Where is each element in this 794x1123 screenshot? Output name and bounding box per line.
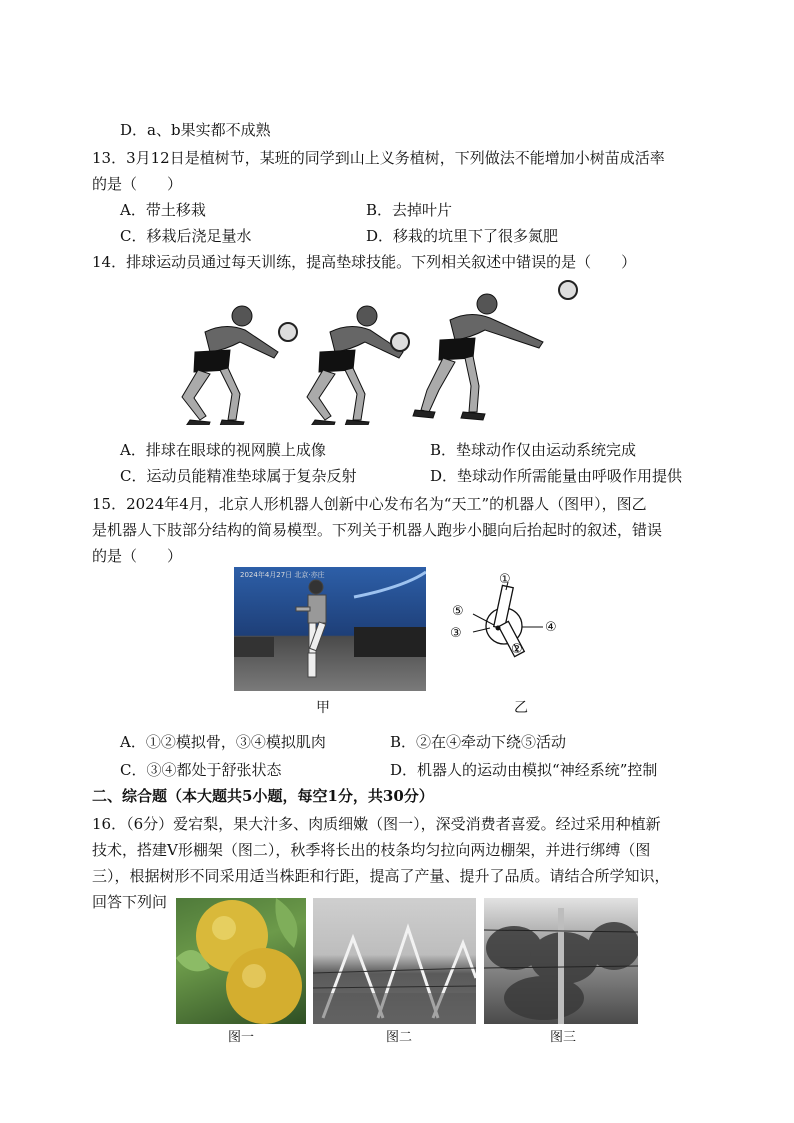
section-2-title: 二、综合题（本大题共5小题，每空1分，共30分） [92,787,434,805]
ball-1 [279,323,297,341]
label-2: ② [511,642,523,657]
fig-yi-label: 乙 [514,700,528,716]
q14-option-d: D．垫球动作所需能量由呼吸作用提供 [430,467,683,485]
robot-photo-caption: 2024年4月27日 北京·亦庄 [240,571,325,579]
q15-stem-line1: 15．2024年4月，北京人形机器人创新中心发布名为“天工”的机器人（图甲），图乙 [92,495,647,513]
q15-option-c: C．③④都处于舒张状态 [120,761,282,779]
volleyball-figure [160,280,590,425]
q12-option-d: D．a、b果实都不成熟 [120,121,271,139]
label-1: ① [499,572,511,587]
q15-option-b: B．②在④牵动下绕⑤活动 [390,733,567,751]
q13-option-d: D．移栽的坑里下了很多氮肥 [366,227,559,245]
player-3 [413,294,543,420]
q15-stem-line2: 是机器人下肢部分结构的简易模型。下列关于机器人跑步小腿向后抬起时的叙述，错误 [92,521,663,539]
fig-2-label: 图二 [386,1030,413,1045]
q13-option-b: B．去掉叶片 [366,201,453,219]
q14-stem: 14．排球运动员通过每天训练，提高垫球技能。下列相关叙述中错误的是（ ） [92,253,637,271]
q14-option-c: C．运动员能精准垫球属于复杂反射 [120,467,357,485]
q14-option-b: B．垫球动作仅由运动系统完成 [430,441,637,459]
label-3: ③ [450,626,462,641]
q13-stem-line2: 的是（ ） [92,175,183,193]
v-trellis-photo [313,898,476,1024]
robot-photo [234,567,426,691]
q13-option-a: A．带土移栽 [120,201,206,219]
q15-option-d: D．机器人的运动由模拟“神经系统”控制 [390,761,658,779]
robot-figure [296,580,326,677]
q15-stem-line3: 的是（ ） [92,547,183,565]
fig-1-label: 图一 [228,1030,255,1045]
q14-option-a: A．排球在眼球的视网膜上成像 [120,441,326,459]
upper-bar [494,585,513,628]
pear-photo [176,898,306,1024]
q15-option-a: A．①②模拟骨，③④模拟肌肉 [120,733,326,751]
player-1 [182,306,278,425]
q16-stem-line2: 技术，搭建V形棚架（图二），秋季将长出的枝条均匀拉向两边棚架，并进行绑缚（图 [92,841,651,859]
pivot-dot [496,626,501,631]
fig-jia-label: 甲 [316,700,330,716]
leg-model-diagram [446,570,576,692]
ball-3 [559,281,577,299]
label-5: ⑤ [452,604,464,619]
label-4: ④ [545,620,557,635]
branch-binding-photo [484,898,638,1024]
q16-stem-line3: 三），根据树形不同采用适当株距和行距，提高了产量、提升了品质。请结合所学知识， [92,867,670,885]
q13-stem-line1: 13．3月12日是植树节，某班的同学到山上义务植树，下列做法不能增加小树苗成活率 [92,149,665,167]
player-2 [307,306,403,425]
q16-stem-line1: 16．（6分）爱宕梨，果大汁多、肉质细嫩（图一），深受消费者喜爱。经过采用种植新 [92,815,661,833]
q13-option-c: C．移栽后浇足量水 [120,227,252,245]
q16-stem-line4: 回答下列问 [92,893,168,911]
fig-3-label: 图三 [550,1030,577,1045]
pear-lower [226,948,302,1024]
ball-2 [391,333,409,351]
